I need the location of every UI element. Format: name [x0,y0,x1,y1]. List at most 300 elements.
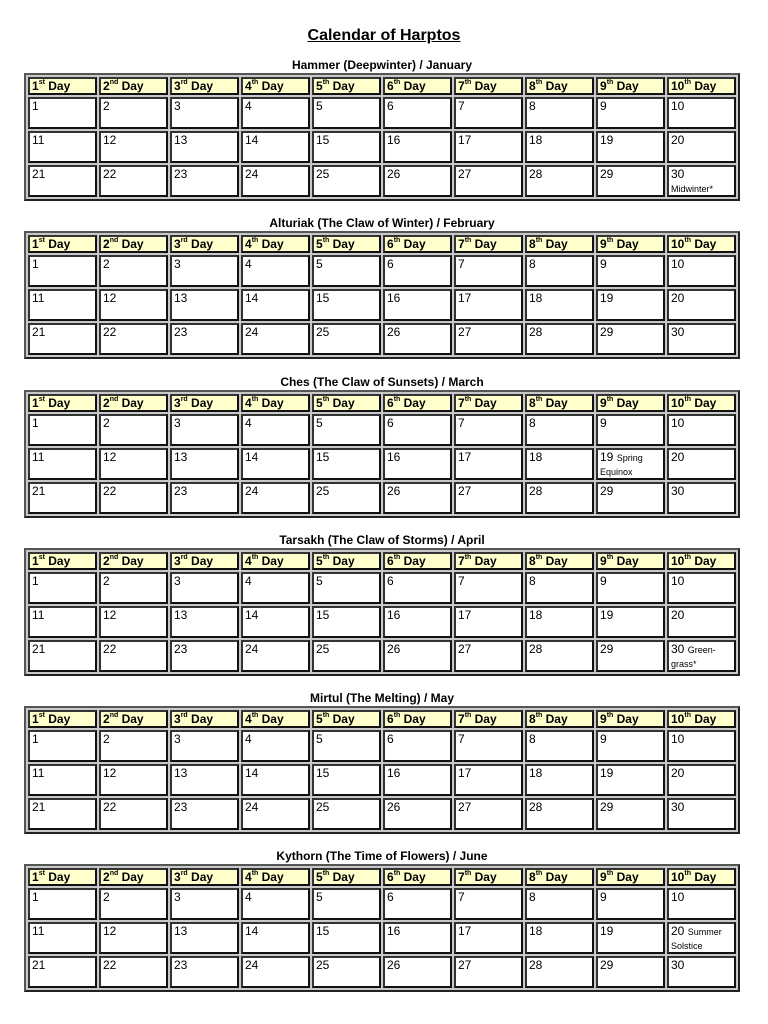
day-header-number: 4 [245,237,252,251]
day-header-suffix: th [684,79,691,86]
day-number: 19 [600,766,614,780]
day-cell [667,482,736,514]
day-cell [525,572,594,604]
week-row [28,798,736,830]
day-number: 2 [103,257,110,271]
header-row [28,77,736,95]
day-cell [454,165,523,197]
day-number: 3 [174,574,181,588]
day-cell [667,764,736,796]
day-cell [596,289,665,321]
day-number: 24 [245,800,259,814]
day-header-word: Day [121,237,144,251]
day-number: 16 [387,133,401,147]
day-header-number: 1 [32,79,39,93]
day-number: 29 [600,800,614,814]
day-number: 2 [103,416,110,430]
week-row [28,131,736,163]
day-number: 5 [316,257,323,271]
day-number: 3 [174,732,181,746]
day-header-number: 4 [245,396,252,410]
day-cell [312,323,381,355]
day-number: 6 [387,257,394,271]
day-number: 21 [32,958,46,972]
day-header [312,868,381,886]
day-cell [170,764,239,796]
day-header-suffix: th [393,870,401,877]
day-cell [312,255,381,287]
day-number: 9 [600,574,607,588]
day-number: 15 [316,766,330,780]
day-header [525,235,594,253]
day-header-word: Day [403,396,426,410]
day-cell [99,798,168,830]
day-cell [383,922,452,954]
day-header [170,552,239,570]
day-header [383,710,452,728]
day-header-number: 7 [458,79,465,93]
day-header-number: 7 [458,712,465,726]
day-number: 13 [174,133,188,147]
day-number: 13 [174,924,188,938]
day-number: 15 [316,133,330,147]
day-header-number: 7 [458,554,465,568]
day-header-number: 4 [245,554,252,568]
day-header-number: 6 [387,396,394,410]
day-cell [99,255,168,287]
day-header-suffix: th [535,712,543,719]
day-cell [454,323,523,355]
day-header-word: Day [545,712,568,726]
day-header-number: 2 [103,554,110,568]
day-header-suffix: rd [180,237,188,244]
day-cell [312,414,381,446]
day-cell [525,764,594,796]
day-header-number: 4 [245,712,252,726]
day-cell [170,255,239,287]
day-header-word: Day [694,712,717,726]
day-header-suffix: th [251,79,259,86]
day-number: 21 [32,167,46,181]
day-header-word: Day [332,554,355,568]
header-row [28,710,736,728]
day-header-suffix: th [606,554,614,561]
day-number: 24 [245,958,259,972]
day-number: 18 [529,766,543,780]
header-row [28,235,736,253]
month-calendar-table [24,231,740,359]
day-header-word: Day [616,396,639,410]
day-header-suffix: st [38,712,45,719]
day-cell [667,956,736,988]
day-cell [667,922,736,954]
day-number: 12 [103,766,117,780]
month-section [24,374,740,518]
day-header-word: Day [403,870,426,884]
day-number: 28 [529,167,543,181]
month-title: Ches (The Claw of Sunsets) / March [280,375,484,389]
day-number: 10 [671,416,685,430]
day-header-suffix: nd [109,870,119,877]
day-number: 7 [458,732,465,746]
day-number: 28 [529,958,543,972]
day-cell [241,289,310,321]
day-cell [241,922,310,954]
day-cell [28,255,97,287]
day-header-word: Day [261,870,284,884]
day-number: 17 [458,608,472,622]
day-header-word: Day [474,396,497,410]
day-header-number: 2 [103,396,110,410]
day-number: 17 [458,291,472,305]
day-cell [383,289,452,321]
day-header [383,235,452,253]
day-cell [667,289,736,321]
day-header [312,77,381,95]
day-cell [454,255,523,287]
day-cell [596,764,665,796]
day-number: 27 [458,484,472,498]
week-row [28,606,736,638]
day-number: 5 [316,574,323,588]
day-number: 29 [600,642,614,656]
day-number: 26 [387,958,401,972]
day-number: 3 [174,99,181,113]
month-calendar-table [24,864,740,992]
day-header [99,868,168,886]
day-header-number: 5 [316,712,323,726]
week-row [28,165,736,197]
day-cell [667,255,736,287]
day-cell [241,414,310,446]
day-header-suffix: st [38,554,45,561]
day-number: 16 [387,450,401,464]
day-header [99,552,168,570]
day-cell [596,572,665,604]
day-cell [383,888,452,920]
day-header-suffix: th [322,712,330,719]
day-number: 29 [600,325,614,339]
day-cell [383,448,452,480]
day-header-word: Day [616,237,639,251]
day-number: 25 [316,642,330,656]
day-header-number: 1 [32,237,39,251]
day-cell [28,606,97,638]
day-header-word: Day [121,79,144,93]
month-calendar-table [24,706,740,834]
day-header-number: 8 [529,237,536,251]
day-header-word: Day [261,237,284,251]
day-cell [170,323,239,355]
day-cell [383,730,452,762]
day-cell [170,888,239,920]
day-header-word: Day [403,237,426,251]
week-row [28,888,736,920]
day-number: 17 [458,450,472,464]
day-header-number: 3 [174,870,181,884]
day-header [28,77,97,95]
day-header-word: Day [545,554,568,568]
day-cell [170,956,239,988]
day-header [525,77,594,95]
day-cell [241,956,310,988]
day-cell [28,764,97,796]
day-number: 22 [103,800,117,814]
day-header [170,394,239,412]
day-header-word: Day [48,237,71,251]
day-header [241,552,310,570]
day-header [312,710,381,728]
day-cell [241,606,310,638]
day-cell [99,730,168,762]
day-header-word: Day [191,237,214,251]
week-row [28,255,736,287]
day-header-suffix: th [464,396,472,403]
day-number: 4 [245,574,252,588]
day-header-number: 5 [316,79,323,93]
day-number: 24 [245,325,259,339]
month-title: Kythorn (The Time of Flowers) / June [276,849,488,863]
day-cell [99,956,168,988]
day-header-word: Day [332,237,355,251]
month-title: Tarsakh (The Claw of Storms) / April [279,533,485,547]
week-row [28,482,736,514]
day-cell [454,798,523,830]
day-header-word: Day [191,396,214,410]
day-number: 27 [458,958,472,972]
day-number: 11 [32,924,45,938]
day-number: 6 [387,99,394,113]
day-number: 22 [103,958,117,972]
day-number: 23 [174,484,188,498]
day-header-word: Day [48,870,71,884]
day-cell [596,606,665,638]
day-header-suffix: nd [109,554,119,561]
day-header-word: Day [48,712,71,726]
day-cell [525,482,594,514]
month-section [24,215,740,359]
day-cell [525,730,594,762]
day-number: 17 [458,133,472,147]
day-number: 4 [245,416,252,430]
day-header-number: 6 [387,237,394,251]
day-header [454,394,523,412]
day-number: 3 [174,257,181,271]
day-header-number: 9 [600,396,607,410]
day-cell [667,165,736,197]
day-number: 9 [600,257,607,271]
day-number: 20 [671,291,685,305]
day-cell [28,640,97,672]
day-cell [454,448,523,480]
day-header [241,77,310,95]
day-cell [312,606,381,638]
day-cell [99,165,168,197]
day-number: 29 [600,167,614,181]
day-header-suffix: th [535,237,543,244]
day-header [170,235,239,253]
day-cell [525,255,594,287]
day-header-number: 3 [174,237,181,251]
day-header-suffix: th [251,554,259,561]
day-header-suffix: th [606,396,614,403]
day-header-number: 10 [671,79,685,93]
day-number: 25 [316,167,330,181]
day-cell [28,482,97,514]
day-cell [241,888,310,920]
day-number: 21 [32,642,46,656]
day-header [241,710,310,728]
day-cell [383,255,452,287]
day-header [99,235,168,253]
day-number: 18 [529,608,543,622]
day-header-word: Day [261,554,284,568]
day-number: 11 [32,766,45,780]
day-header-number: 7 [458,237,465,251]
month-section [24,532,740,676]
day-header-suffix: rd [180,870,188,877]
day-cell [28,131,97,163]
day-cell [28,414,97,446]
day-cell [525,448,594,480]
day-number: 26 [387,800,401,814]
day-header-word: Day [121,554,144,568]
day-number: 5 [316,416,323,430]
day-number: 27 [458,325,472,339]
day-cell [99,764,168,796]
day-number: 29 [600,958,614,972]
day-number: 16 [387,924,401,938]
day-header-suffix: st [38,396,45,403]
day-header-suffix: st [38,870,45,877]
day-number: 13 [174,450,188,464]
day-number: 30 [671,167,685,181]
day-cell [454,956,523,988]
day-header-number: 8 [529,396,536,410]
day-header-suffix: st [38,79,45,86]
day-number: 23 [174,325,188,339]
day-number: 20 [671,133,685,147]
day-cell [667,414,736,446]
day-header-word: Day [694,396,717,410]
day-number: 28 [529,642,543,656]
day-header [99,710,168,728]
day-number: 7 [458,99,465,113]
day-header-number: 10 [671,237,685,251]
day-header [667,868,736,886]
day-header [667,552,736,570]
day-cell [454,289,523,321]
day-cell [667,448,736,480]
day-number: 29 [600,484,614,498]
day-header [312,552,381,570]
day-header-word: Day [616,79,639,93]
day-header-suffix: th [322,396,330,403]
day-header-suffix: nd [109,237,119,244]
day-cell [241,448,310,480]
day-header-number: 10 [671,870,685,884]
day-header [241,868,310,886]
day-header-suffix: th [251,712,259,719]
day-header-suffix: st [38,237,45,244]
day-header-suffix: th [684,237,691,244]
day-header [667,77,736,95]
month-section [24,57,740,201]
day-header-word: Day [545,396,568,410]
day-cell [241,255,310,287]
month-title: Alturiak (The Claw of Winter) / February [269,216,495,230]
day-cell [28,888,97,920]
day-cell [170,922,239,954]
day-cell [383,414,452,446]
day-number: 19 [600,608,614,622]
day-number: 12 [103,924,117,938]
day-cell [312,640,381,672]
day-header-word: Day [694,237,717,251]
day-header-number: 2 [103,237,110,251]
week-row [28,97,736,129]
header-row [28,552,736,570]
day-header-word: Day [474,237,497,251]
day-number: 30 [671,484,685,498]
day-header-word: Day [545,237,568,251]
day-header [28,710,97,728]
day-number: 12 [103,133,117,147]
day-cell [596,798,665,830]
day-number: 20 [671,450,685,464]
day-number: 11 [32,450,45,464]
day-cell [170,97,239,129]
day-header-word: Day [474,712,497,726]
day-header-suffix: nd [109,79,119,86]
day-number: 7 [458,416,465,430]
day-header [596,868,665,886]
day-header-suffix: th [464,870,472,877]
header-row [28,868,736,886]
day-header-suffix: rd [180,712,188,719]
day-number: 20 [671,924,685,938]
day-number: 7 [458,890,465,904]
day-number: 21 [32,325,46,339]
day-cell [28,97,97,129]
day-number: 12 [103,608,117,622]
day-number: 10 [671,574,685,588]
day-number: 9 [600,99,607,113]
day-cell [99,414,168,446]
day-header [383,77,452,95]
day-header [383,552,452,570]
day-number: 28 [529,484,543,498]
day-number: 24 [245,167,259,181]
day-cell [525,97,594,129]
day-cell [667,323,736,355]
day-number: 1 [32,99,39,113]
day-header [170,868,239,886]
day-number: 10 [671,890,685,904]
day-cell [525,323,594,355]
day-number: 11 [32,291,45,305]
day-number: 8 [529,732,536,746]
day-cell [28,165,97,197]
day-header-number: 6 [387,870,394,884]
day-cell [525,922,594,954]
day-number: 2 [103,890,110,904]
day-cell [525,888,594,920]
day-header-word: Day [261,79,284,93]
day-number: 25 [316,484,330,498]
day-cell [596,323,665,355]
day-header-suffix: nd [109,396,119,403]
